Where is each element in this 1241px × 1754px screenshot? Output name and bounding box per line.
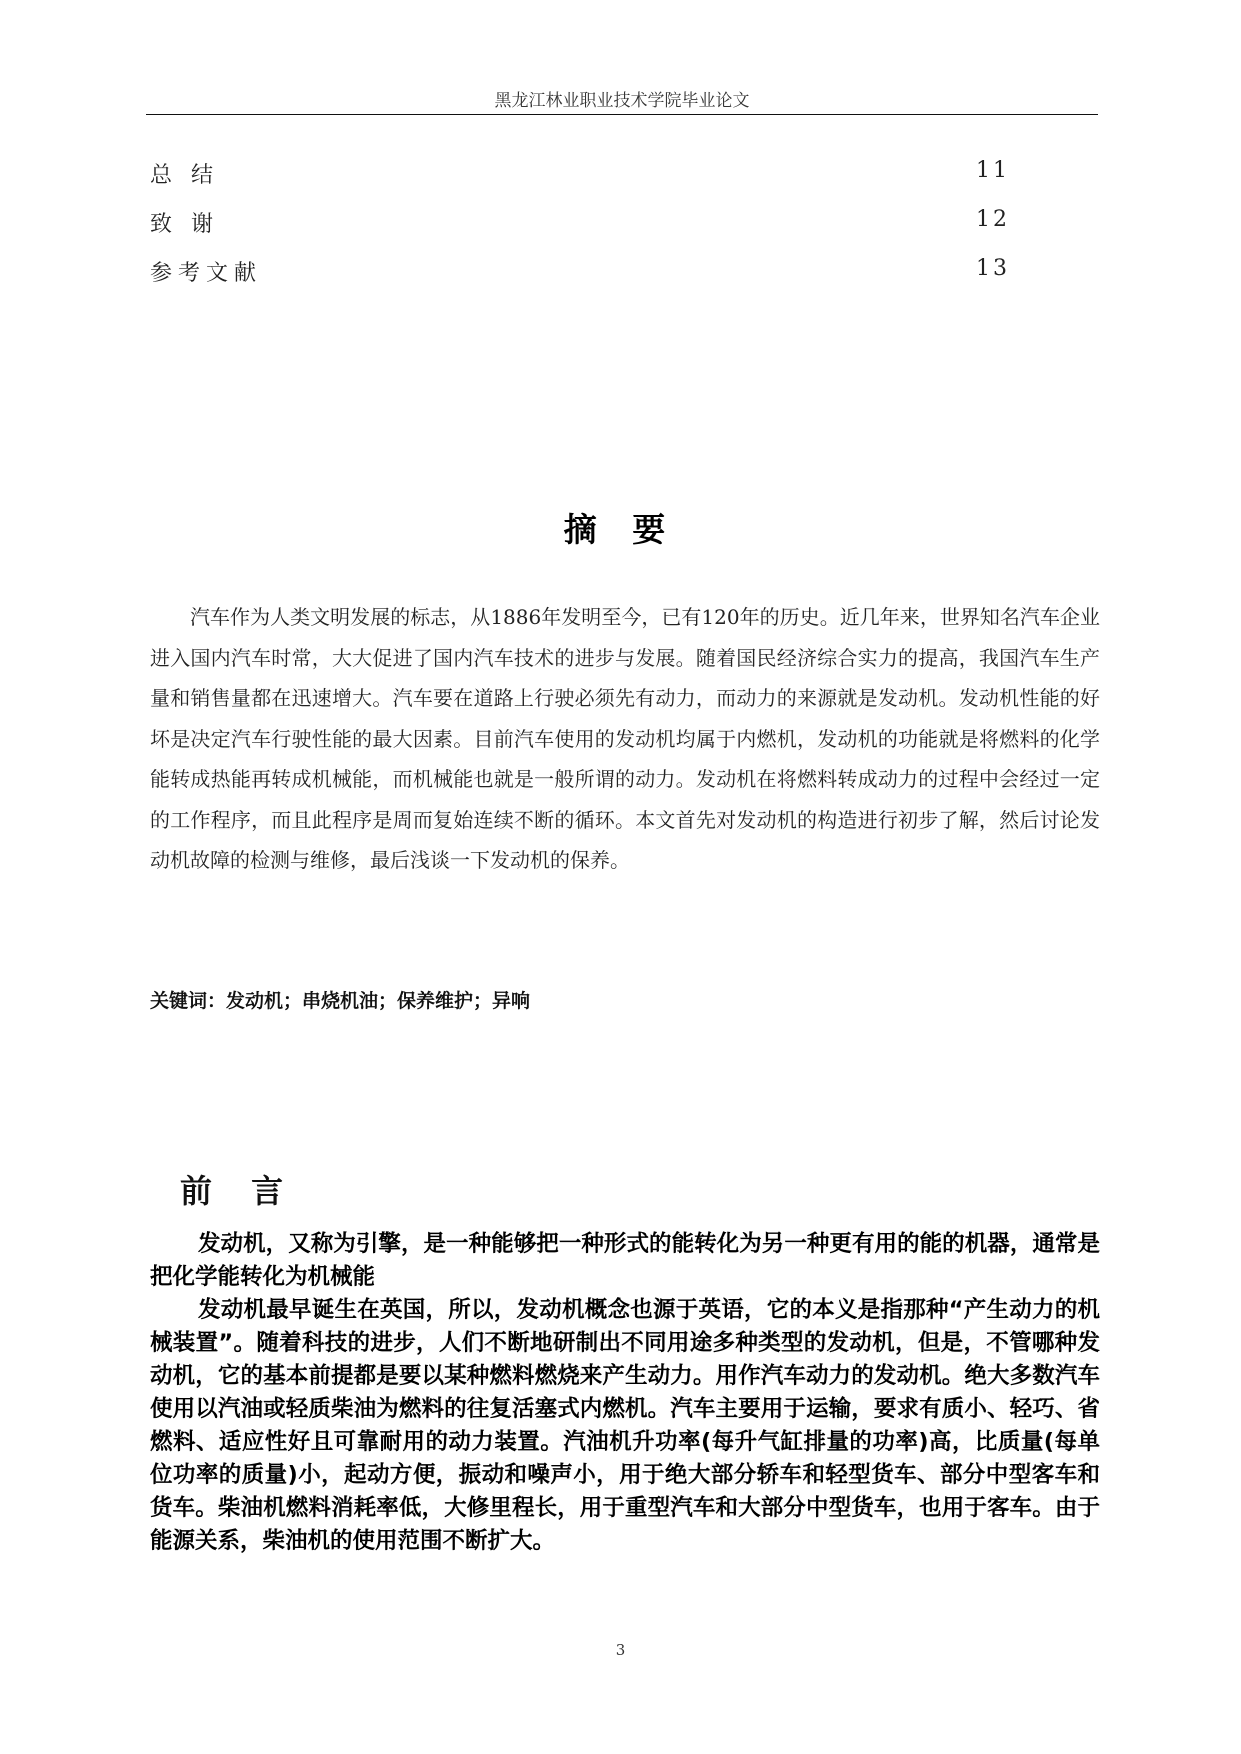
toc-entry[interactable]	[150, 158, 1010, 192]
keywords-line: 关键词：发动机；串烧机油；保养维护；异响	[150, 990, 531, 1012]
preface-body	[150, 1228, 1100, 1558]
page-number: 3	[615, 1641, 626, 1659]
toc-entry[interactable]	[150, 256, 1010, 290]
preface-paragraph: 发动机最早诞生在英国，所以，发动机概念也源于英语，它的本义是指那种“产生动力的机械装置”。随着科技的进步，人们不断地研制出不同用途多种类型的发动机，但是，不管哪种发动机，它的基本前提都是要以某种燃料燃烧来产生动力。用作汽车动力的发动机。绝大多数汽车使用以汽油或轻质柴油为燃料的往复活塞式内燃机。汽车主要用于运输，要求有质小、轻巧、省燃料、适应性好且可靠耐用的动力装置。汽油机升功率(每升气缸排量的功率)高，比质量(每单位功率的质量)小，起动方便，振动和噪声小，用于绝大部分轿车和轻型货车、部分中型客车和货车。柴油机燃料消耗率低，大修里程长，用于重型汽车和大部分中型货车，也用于客车。由于能源关系，柴油机的使用范围不断扩大。	[150, 1297, 1100, 1554]
abstract-heading: 摘 要	[563, 510, 678, 549]
toc-entry-page: 11	[976, 158, 1010, 183]
toc-entry-page: 13	[976, 256, 1010, 281]
header-divider	[146, 114, 1098, 115]
page-header: 黑龙江林业职业技术学院毕业论文	[494, 91, 750, 111]
toc-entry[interactable]	[150, 207, 1010, 241]
toc-entry-label: 参考文献	[150, 261, 263, 286]
toc-entry-label: 致 谢	[150, 212, 219, 237]
toc-entry-page: 12	[976, 207, 1010, 232]
abstract-paragraph: 汽车作为人类文明发展的标志，从1886年发明至今，已有120年的历史。近几年来，世界知名汽车企业进入国内汽车时常，大大促进了国内汽车技术的进步与发展。随着国民经济综合实力的提高，我国汽车生产量和销售量都在迅速增大。汽车要在道路上行驶必须先有动力，而动力的来源就是发动机。发动机性能的好坏是决定汽车行驶性能的最大因素。目前汽车使用的发动机均属于内燃机，发动机的功能就是将燃料的化学能转成热能再转成机械能，而机械能也就是一般所谓的动力。发动机在将燃料转成动力的过程中会经过一定的工作程序，而且此程序是周而复始连续不断的循环。本文首先对发动机的构造进行初步了解，然后讨论发动机故障的检测与维修，最后浅谈一下发动机的保养。	[150, 605, 1100, 872]
preface-heading: 前 言	[180, 1172, 298, 1210]
preface-paragraph: 发动机，又称为引擎，是一种能够把一种形式的能转化为另一种更有用的能的机器，通常是把化学能转化为机械能	[150, 1231, 1100, 1290]
toc-entry-label: 总 结	[150, 163, 219, 188]
abstract-body	[150, 597, 1100, 881]
